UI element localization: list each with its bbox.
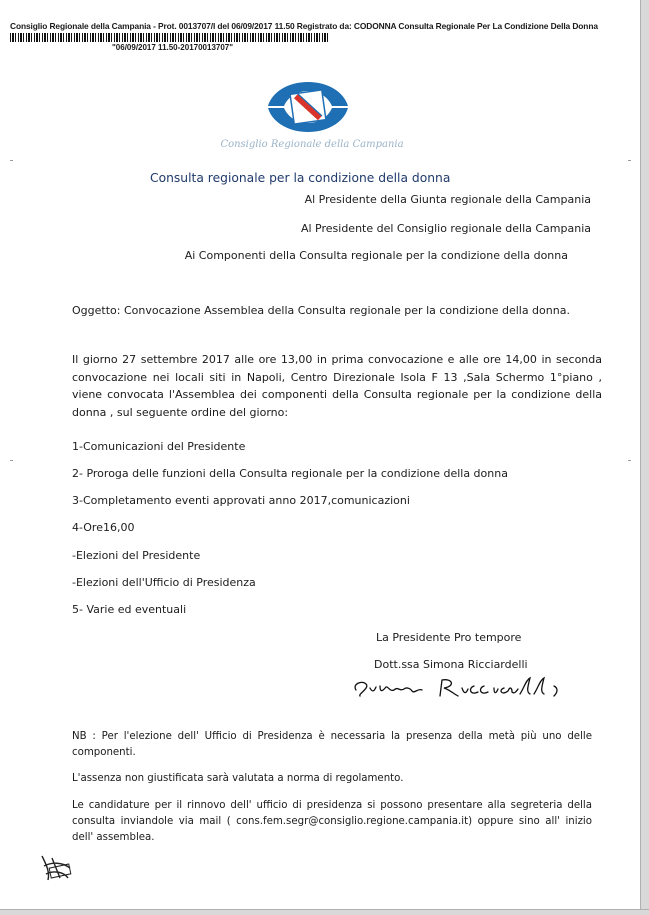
stamp-mark-icon [38,852,74,882]
council-logo-icon [262,78,354,136]
agenda-item: 2- Proroga delle funzioni della Consulta regionale per la condizione della donna [72,467,508,480]
note-paragraph: NB : Per l'elezione dell' Ufficio di Presidenza è necessaria la presenza della metà più uno delle componenti. [72,731,592,758]
agenda-item: -Elezioni dell'Ufficio di Presidenza [72,576,256,589]
signatory-role: La Presidente Pro tempore [376,631,522,644]
recipient-line: Ai Componenti della Consulta regionale per la condizione della donna [184,249,568,262]
agenda-item: 4-Ore16,00 [72,521,135,534]
barcode-text: "06/09/2017 11.50-20170013707" [112,43,234,52]
signatory-name: Dott.ssa Simona Ricciardelli [374,658,528,671]
handwritten-signature [348,674,578,700]
protocol-stamp: Consiglio Regionale della Campania - Prot. 0013707/I del 06/09/2017 11.50 Registrato da: CODONNA Consulta Regionale Per La Condizione Della Donna [10,21,598,31]
scan-tick [10,460,13,461]
note-paragraph: Le candidature per il rinnovo dell' ufficio di presidenza si possono presentare alla segreteria della consulta inviandole via mail ( cons.fem.segr@consiglio.regione.campania.it) oppure sino all' inizio dell' assemblea. [72,800,592,843]
recipient-line: Al Presidente del Consiglio regionale della Campania [300,222,591,235]
agenda-item: 1-Comunicazioni del Presidente [72,440,246,453]
scan-border-right [640,0,649,915]
scan-tick [628,460,631,461]
agenda-item: 3-Completamento eventi approvati anno 2017,comunicazioni [72,494,410,507]
subject-line: Oggetto: Convocazione Assemblea della Consulta regionale per la condizione della donna. [72,304,570,317]
recipient-line: Al Presidente della Giunta regionale della Campania [304,193,591,206]
barcode [10,33,328,42]
sender-heading: Consulta regionale per la condizione della donna [150,171,451,185]
scan-tick [10,160,13,161]
agenda-item: -Elezioni del Presidente [72,549,201,562]
note-paragraph: L'assenza non giustificata sarà valutata a norma di regolamento. [72,773,404,784]
scan-tick [628,160,631,161]
body-paragraph: Il giorno 27 settembre 2017 alle ore 13,00 in prima convocazione e alle ore 14,00 in seconda convocazione nei locali siti in Napoli, Centro Direzionale Isola F 13 ,Sala Schermo 1°piano , viene convocata l'Assemblea dei componenti della Consulta regionale per la condizione della donna , sul seguente ordine del giorno: [72,353,602,419]
scan-border-bottom [0,909,649,915]
agenda-item: 5- Varie ed eventuali [72,603,187,616]
logo-caption: Consiglio Regionale della Campania [220,139,404,150]
